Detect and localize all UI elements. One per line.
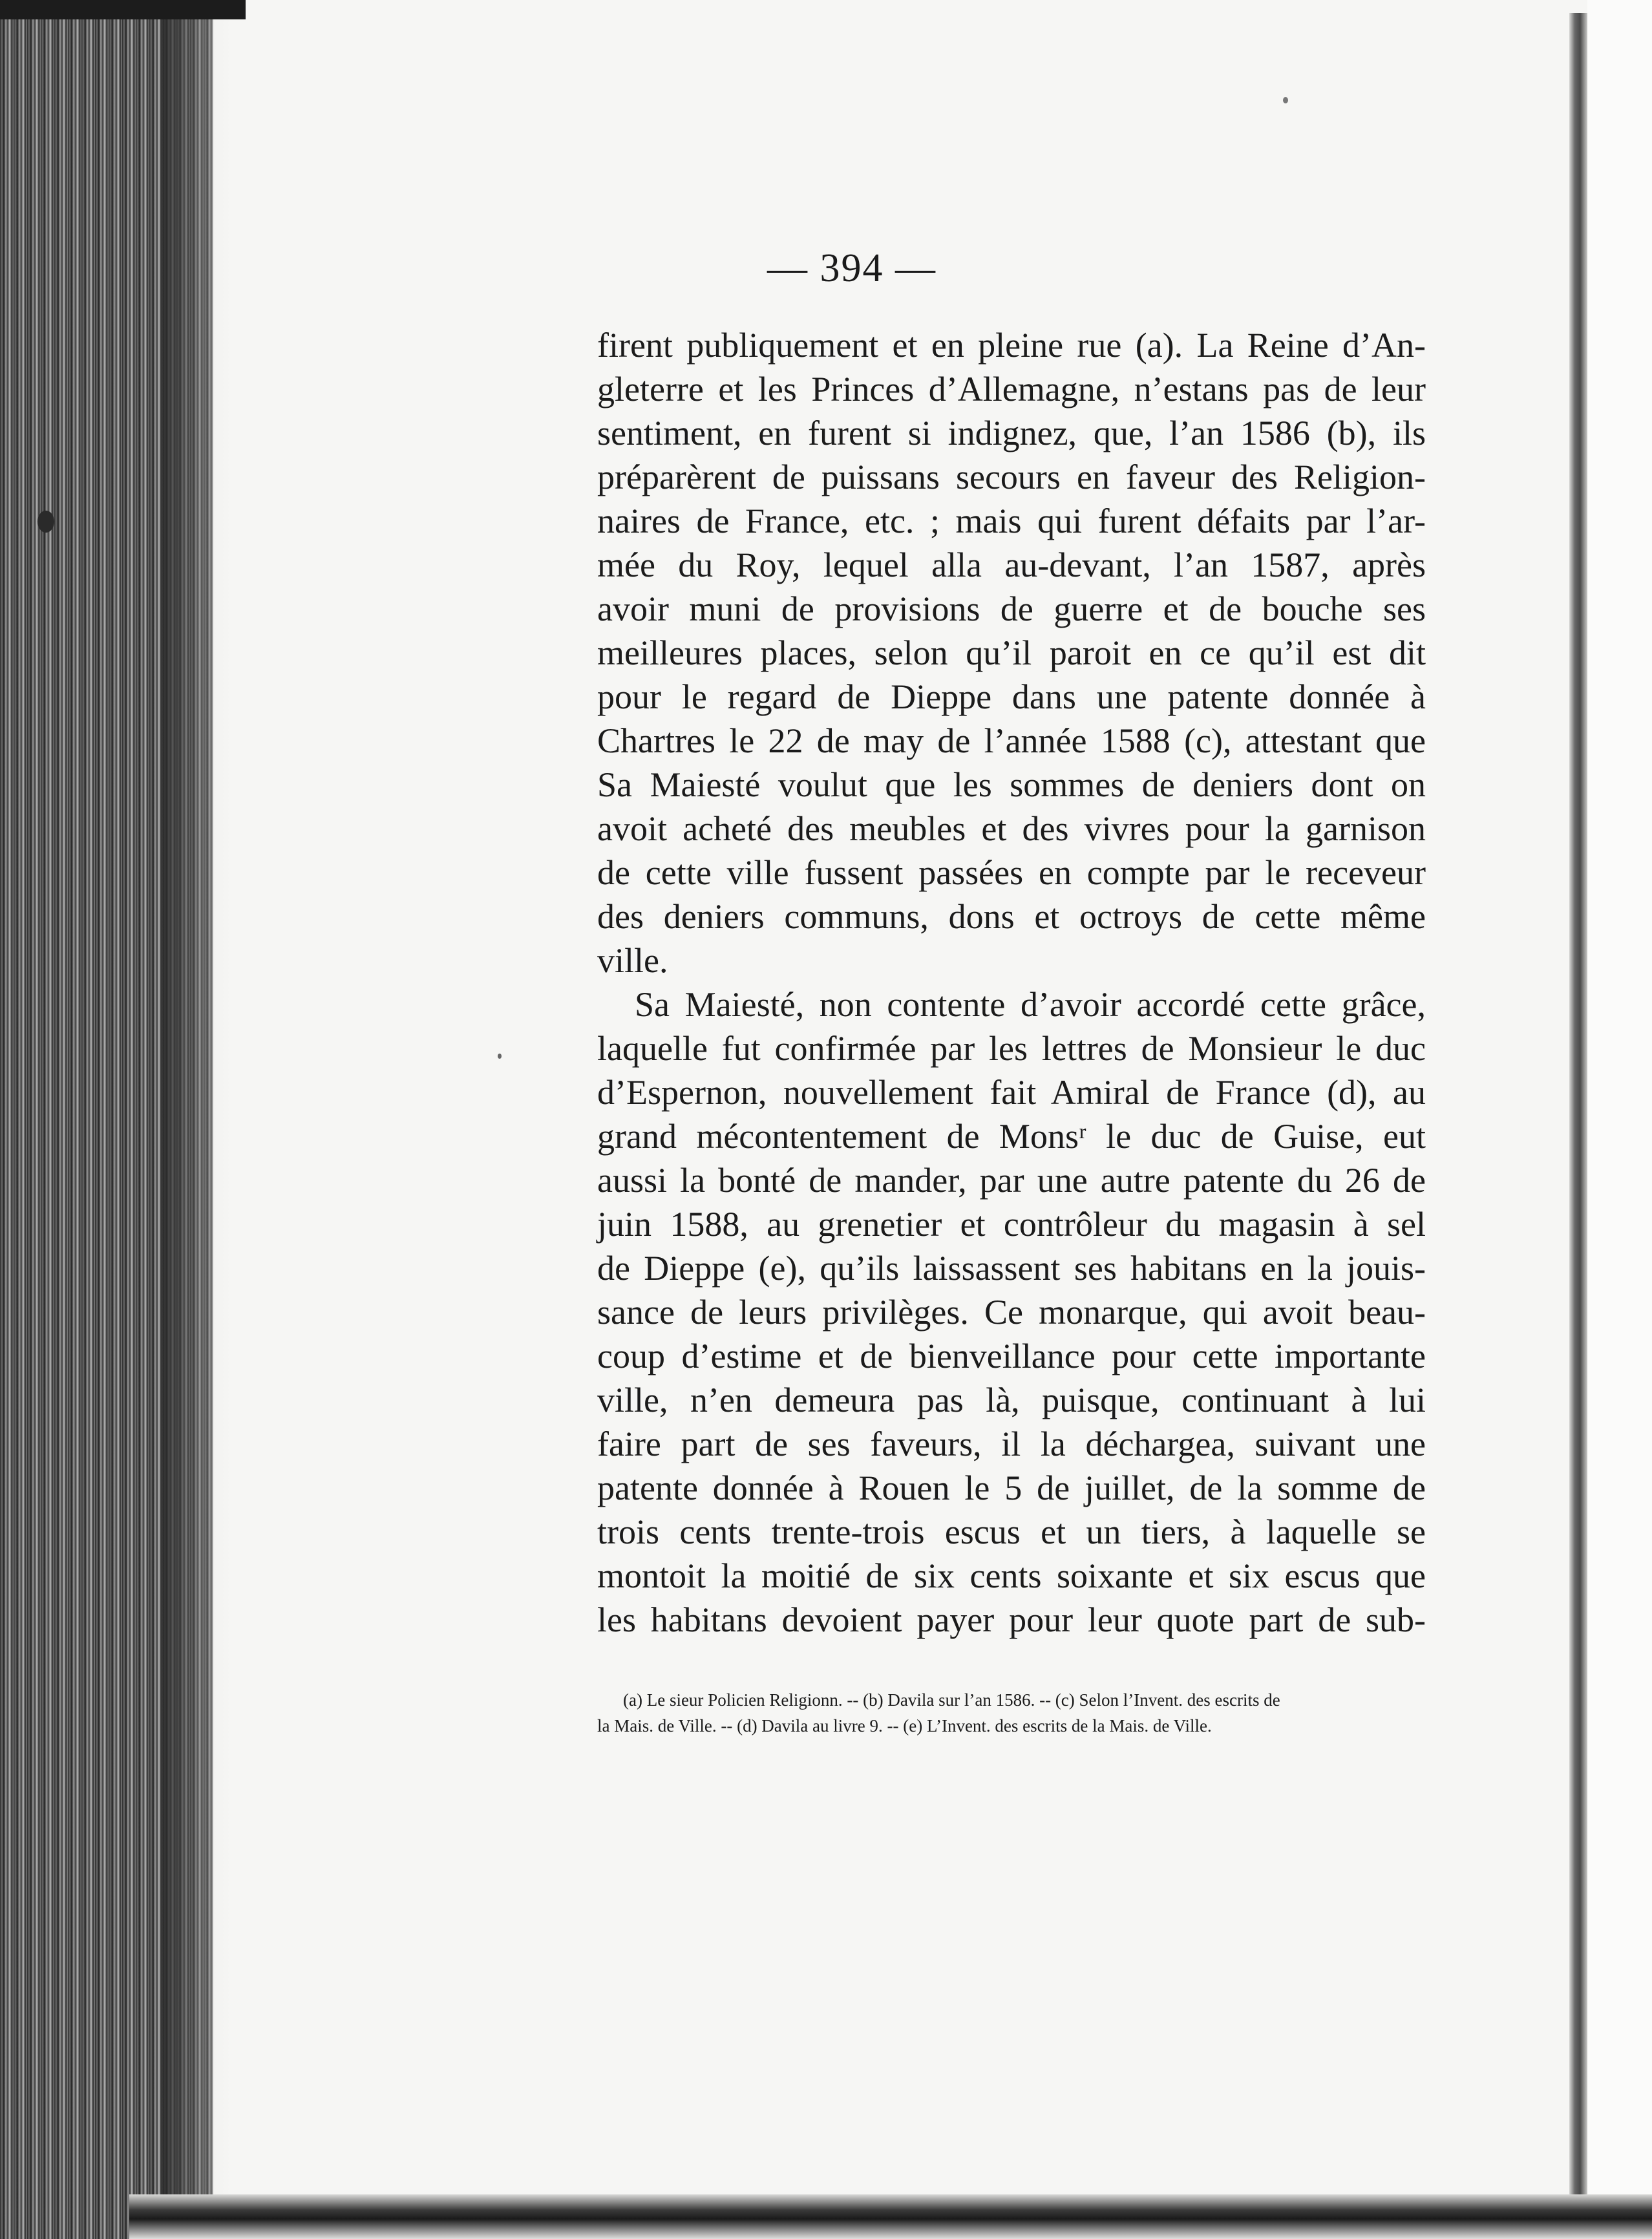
text-line: meilleures places, selon qu’il paroit en ce qu’il est dit — [597, 633, 1426, 672]
ink-speck — [37, 511, 54, 533]
paragraph-2 — [597, 982, 1426, 1642]
ink-speck — [1283, 97, 1288, 103]
text-line: juin 1588, au grenetier et contrôleur du magasin à sel — [597, 1205, 1426, 1244]
text-line: de cette ville fussent passées en compte par le receveur — [597, 853, 1426, 892]
text-line: aussi la bonté de mander, par une autre patente du 26 de — [597, 1161, 1426, 1200]
text-line: coup d’estime et de bienveillance pour cette importante — [597, 1337, 1426, 1375]
text-line: sentiment, en furent si indignez, que, l’an 1586 (b), ils — [597, 414, 1426, 452]
ink-speck — [498, 1054, 502, 1059]
footnotes — [597, 1687, 1426, 1739]
text-line: avoit acheté des meubles et des vivres pour la garnison — [597, 809, 1426, 848]
text-line: firent publiquement et en pleine rue (a). La Reine d’An- — [597, 326, 1426, 365]
text-line: ville, n’en demeura pas là, puisque, continuant à lui — [597, 1381, 1426, 1419]
bottom-page-edge — [129, 2194, 1652, 2239]
page-number: — 394 — — [767, 246, 937, 290]
text-line: pour le regard de Dieppe dans une patente donnée à — [597, 677, 1426, 716]
binding-top-edge — [0, 0, 246, 19]
text-line: Chartres le 22 de may de l’année 1588 (c), attestant que — [597, 721, 1426, 760]
text-line: avoir muni de provisions de guerre et de bouche ses — [597, 589, 1426, 628]
text-line: faire part de ses faveurs, il la déchargea, suivant une — [597, 1425, 1426, 1463]
body-text — [597, 323, 1426, 1642]
text-line: de Dieppe (e), qu’ils laissassent ses habitans en la jouis- — [597, 1249, 1426, 1288]
paragraph-1 — [597, 323, 1426, 982]
text-line: les habitans devoient payer pour leur quote part de sub- — [597, 1600, 1426, 1639]
text-line: mée du Roy, lequel alla au-devant, l’an 1587, après — [597, 546, 1426, 584]
text-line: gleterre et les Princes d’Allemagne, n’estans pas de leur — [597, 370, 1426, 409]
right-page-edge — [1569, 13, 1587, 2198]
text-line: préparèrent de puissans secours en faveur des Religion- — [597, 458, 1426, 496]
text-line: laquelle fut confirmée par les lettres de Monsieur le duc — [597, 1029, 1426, 1068]
text-line: naires de France, etc. ; mais qui furent défaits par l’ar- — [597, 502, 1426, 540]
binding-shadow — [162, 0, 233, 2239]
text-line: patente donnée à Rouen le 5 de juillet, de la somme de — [597, 1469, 1426, 1507]
text-line: des deniers communs, dons et octroys de cette même — [597, 897, 1426, 936]
footnote-line: (a) Le sieur Policien Religionn. -- (b) Davila sur l’an 1586. -- (c) Selon l’Invent. des escrits de — [623, 1690, 1280, 1710]
text-line: Sa Maiesté, non contente d’avoir accordé cette grâce, — [635, 985, 1426, 1024]
text-line: ville. — [597, 941, 668, 980]
footnote-line: la Mais. de Ville. -- (d) Davila au livre 9. -- (e) L’Invent. des escrits de la Mais. de Ville. — [597, 1716, 1212, 1735]
text-line: d’Espernon, nouvellement fait Amiral de France (d), au — [597, 1073, 1426, 1112]
text-line: trois cents trente-trois escus et un tiers, à laquelle se — [597, 1512, 1426, 1551]
text-line: montoit la moitié de six cents soixante et six escus que — [597, 1556, 1426, 1595]
right-margin — [1587, 0, 1652, 2239]
text-line: grand mécontentement de Monsʳ le duc de Guise, eut — [597, 1117, 1426, 1156]
text-line: Sa Maiesté voulut que les sommes de deniers dont on — [597, 765, 1426, 804]
text-line: sance de leurs privilèges. Ce monarque, qui avoit beau- — [597, 1293, 1426, 1332]
